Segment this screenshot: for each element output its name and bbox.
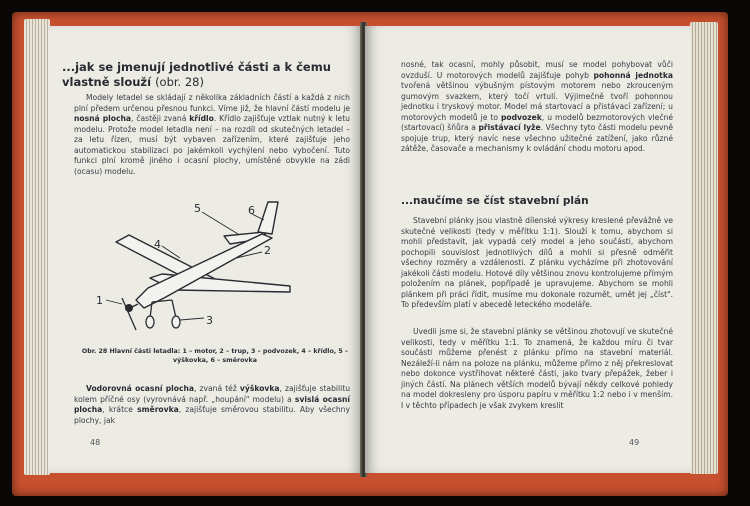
wheel-left: [146, 316, 154, 328]
figure-label-fuselage: 2: [264, 244, 271, 257]
figure-label-landing-gear: 3: [206, 314, 213, 327]
propeller: [122, 298, 136, 330]
left-page-heading: ...jak se jmenují jednotlivé části a k čemu vlastně slouží (obr. 28): [62, 60, 331, 89]
page-number-left: 48: [90, 438, 101, 447]
heading-figure-reference: (obr. 28): [155, 75, 204, 89]
right-paragraph-2: Stavební plánky jsou vlastně dílenské výkresy kreslené převážně ve skutečné velikosti (tedy v měřítku 1:1). Slouží k tomu, abychom si mohli představit, jak vypadá celý model a jeho součásti, abychom pochopili souvislost jednotlivých dílů a mohli si přesně odměřit všechny rozměry a vzdálenosti. Z plánku vycházíme při zhotovování jakékoli části modelu. Hotové díly většinou znovu kontrolujeme přímým položením na plánek, popřípadě je upravujeme. Abychom se mohli plánkem při práci řídit, musíme mu dokonale rozumět, umět jej „číst". To především platí v abecedě leteckého modeláře.: [401, 216, 673, 309]
right-page-edges: [690, 22, 718, 474]
right-page-heading: ...naučíme se číst stavební plán: [401, 195, 589, 207]
airplane-diagram: [92, 190, 357, 340]
motor-spinner: [125, 304, 133, 312]
right-paragraph-3: Uvedli jsme si, že stavební plánky se většinou zhotovují ve skutečné velikosti, tedy v měřítku 1:1. To znamená, že každou míru či tvar součásti můžeme přenést z plánku přímo na stavební materiál. Nezáleží-li nám na poloze na plánku, můžeme přímo z něj překreslovat nebo dokonce vystřihovat některé části, jako tvary přepážek, žeber i jiných částí. Na plánech větších modelů bývají někdy celkové pohledy na model dokresleny pro úsporu papíru v měřítku 1:2 nebo i v menším. I v těchto případech je však zvykem kreslit: [401, 327, 673, 410]
page-number-right: 49: [629, 438, 640, 447]
figure-caption: Obr. 28 Hlavní části letadla: 1 – motor, 2 – trup, 3 – podvozek, 4 – křídlo, 5 – výškovka, 6 – směrovka: [81, 348, 349, 364]
left-page-edges: [24, 19, 50, 475]
leader-3: [180, 318, 204, 320]
figure-label-motor: 1: [96, 294, 103, 307]
left-paragraph-1: Modely letadel se skládají z několika základních částí a každá z nich plní předem určenou přesnou funkci. Víme již, že hlavní částí modelu je nosná plocha, častěji zvaná křídlo. Křídlo zajišťuje vztlak nutný k letu modelu. Protože model letadla není – na rozdíl od skutečných letadel – za letu řízen, musí být vybaven zařízením, které zajišťuje jeho automatickou stabilizaci po jakémkoli vychýlení nebo vybočení. Tuto funkci plní kromě jiného i ocasní plochy, umístěné obvykle na zádi (ocasu) modelu.: [74, 93, 350, 176]
figure-label-rudder: 6: [248, 204, 255, 217]
right-paragraph-1: nosné, tak ocasní, mohly působit, musí se model pohybovat vůči ovzduší. U motorových modelů zajišťuje pohyb pohonná jednotka tvořená většinou výbušným pístovým motorem nebo zkrouceným gumovým svazkem, který točí vrtulí. Výjimečně tvoří pohonnou jednotku i tryskový motor. Model má startovací a přistávací zařízení; u motorových modelů je to podvozek, u modelů bezmotorových vlečné (startovací) šňůra a přistávací lyže. Všechny tyto části modelu pevně spojuje trup, který navíc nese všechno užitečné zatížení, jako různé zátěže, časovače a mechanismy k ovládání chodu motoru apod.: [401, 60, 673, 153]
figure-label-wing: 4: [154, 238, 161, 251]
left-paragraph-2: Vodorovná ocasní plocha, zvaná též výškovka, zajišťuje stabilitu kolem příčné osy (vyrovnává např. „houpání" modelu) a svislá ocasní plocha, krátce směrovka, zajišťuje směrovou stabilitu. Aby všechny plochy, jak: [74, 384, 351, 425]
wheel-right: [172, 316, 180, 328]
leader-1: [106, 300, 122, 304]
leader-5: [202, 212, 238, 234]
figure-label-elevator: 5: [194, 202, 201, 215]
right-page: [365, 26, 691, 473]
